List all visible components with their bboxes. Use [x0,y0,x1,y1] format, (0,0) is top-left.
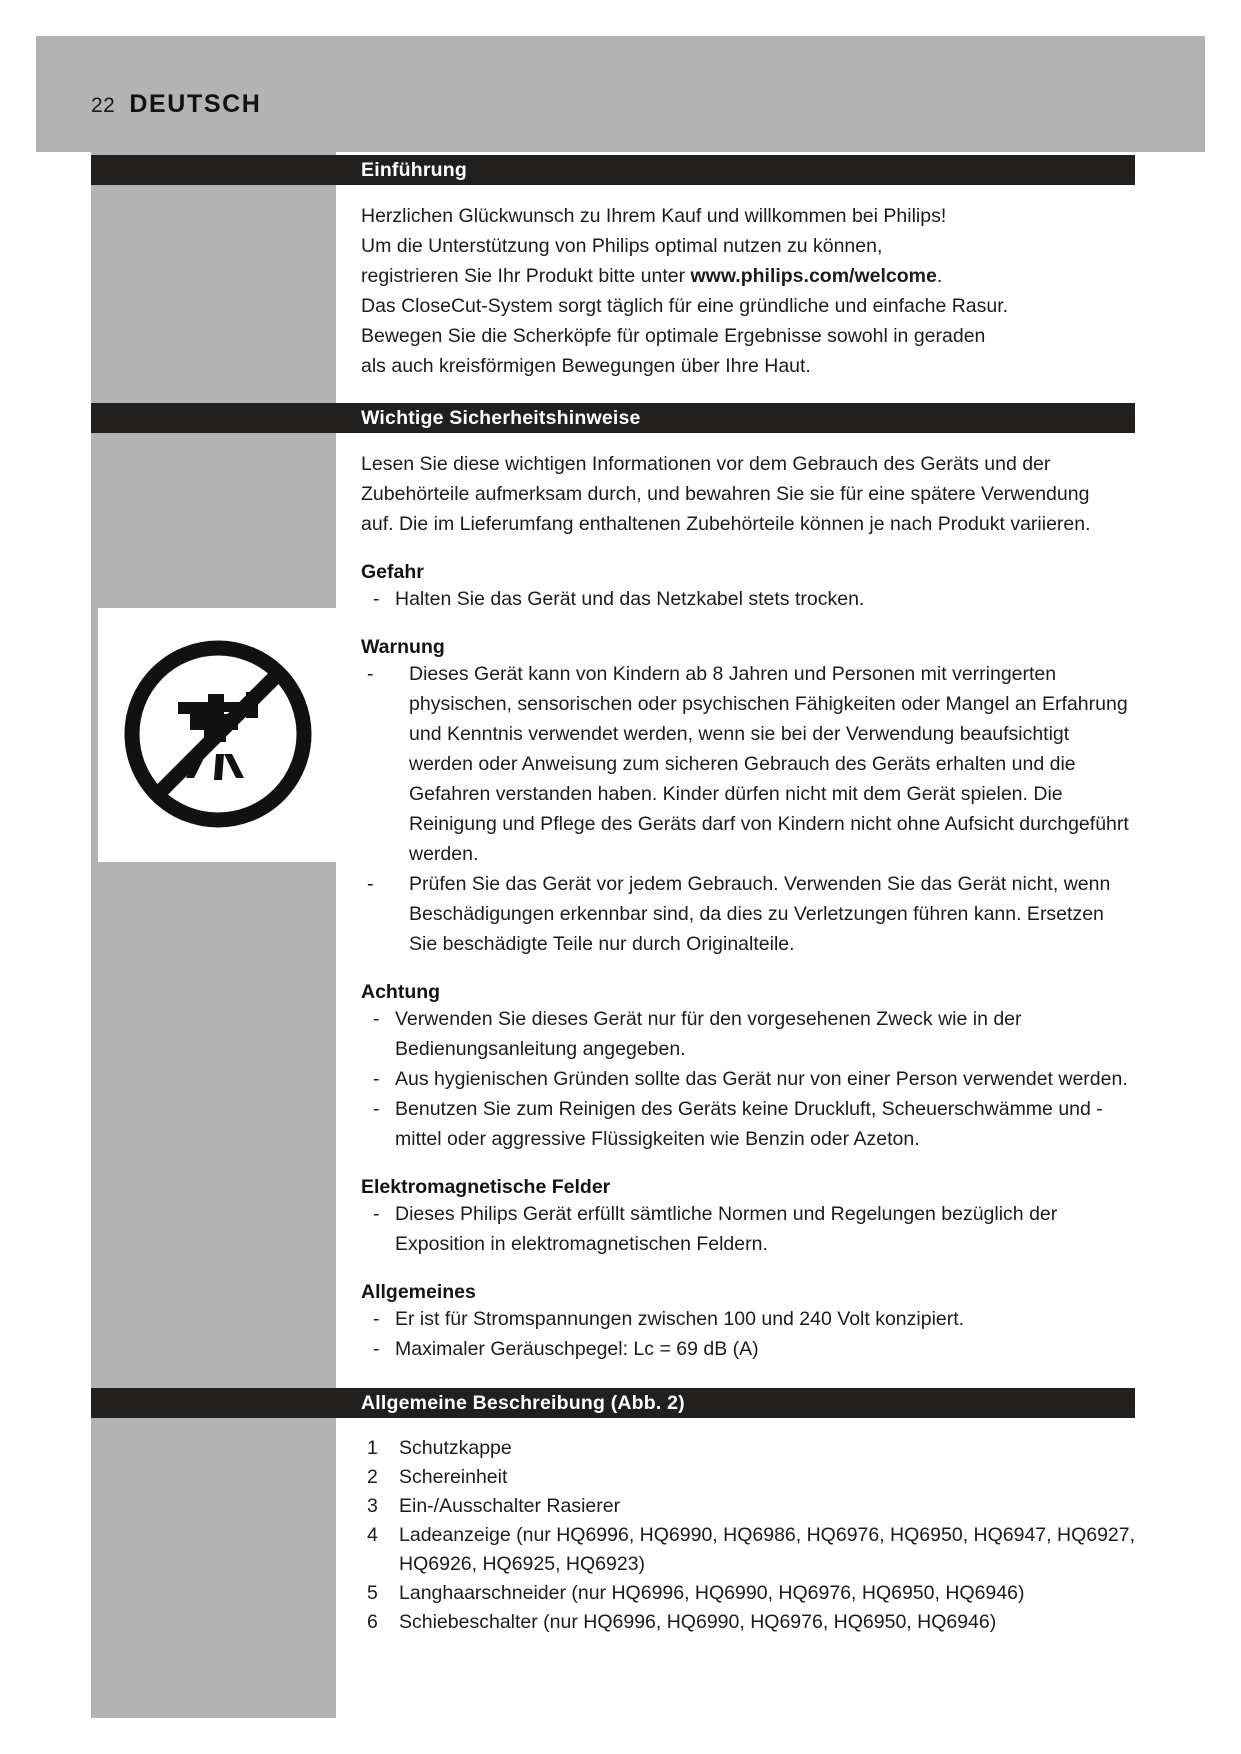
list-item-text: Dieses Philips Gerät erfüllt sämtliche Normen und Regelungen bezüglich der Exposition in elektromagnetischen Feldern. [395,1203,1058,1255]
list-item [361,584,1131,614]
subhead-gefahr: Gefahr [361,561,424,583]
subhead-warnung: Warnung [361,636,445,658]
list-item-text: Schutzkappe [399,1437,512,1459]
dash-marker: - [373,1203,380,1225]
item-number: 6 [367,1611,378,1633]
list-allgemeines [361,1304,1131,1364]
list-item-text: Ein-/Ausschalter Rasierer [399,1495,621,1517]
intro-line-3: registrieren Sie Ihr Produkt bitte unter www.philips.com/welcome. [361,265,943,287]
subhead-achtung: Achtung [361,981,441,1003]
list-item [361,1094,1131,1154]
list-item-text: Maximaler Geräuschpegel: Lc = 69 dB (A) [395,1338,759,1360]
dash-marker: - [367,663,374,685]
list-item-text: Schiebeschalter (nur HQ6996, HQ6990, HQ6976, HQ6950, HQ6946) [399,1611,997,1633]
list-gefahr [361,584,1131,614]
dash-marker: - [373,588,380,610]
list-elektromagnetische-felder [361,1199,1131,1259]
page-header [91,90,261,119]
page-content [91,155,1135,1637]
section-title: Einführung [361,158,467,181]
dash-marker: - [373,1338,380,1360]
list-item-text: Aus hygienischen Gründen sollte das Gerät nur von einer Person verwendet werden. [395,1068,1128,1090]
subhead-allgemeines: Allgemeines [361,1281,476,1303]
list-item-text: Dieses Gerät kann von Kindern ab 8 Jahren und Personen mit verringerten physischen, sensorischen oder psychischen Fähigkeiten oder Mangel an Erfahrung und Kenntnis verwendet werden, wenn sie bei der Verwendung beaufsichtigt werden oder Anweisung zum sicheren Gebrauch des Geräts erhalten und die Gefahren verstanden haben. Kinder dürfen nicht mit dem Gerät spielen. Die Reinigung und Pflege des Geräts darf von Kindern nicht ohne Aufsicht durchgeführt werden. [409,663,1129,865]
no-water-symbol-icon [120,636,316,832]
list-item-text: Ladeanzeige (nur HQ6996, HQ6990, HQ6986, HQ6976, HQ6950, HQ6947, HQ6927, HQ6926, HQ6925, HQ6923) [399,1524,1136,1575]
page-title: DEUTSCH [129,90,262,118]
dash-marker: - [373,1308,380,1330]
section-title: Allgemeine Beschreibung (Abb. 2) [361,1391,685,1414]
list-item [361,1521,1141,1579]
list-item [361,1334,1131,1364]
intro-line-3-text: registrieren Sie Ihr Produkt bitte unter [361,265,691,287]
intro-paragraph [361,185,1121,381]
list-item-text: Prüfen Sie das Gerät vor jedem Gebrauch. Verwenden Sie das Gerät nicht, wenn Beschädigungen erkennbar sind, da dies zu Verletzungen führen kann. Ersetzen Sie beschädigte Teile nur durch Originalteile. [409,873,1111,955]
dash-marker: - [373,1098,380,1120]
list-item [361,1608,1141,1637]
intro-line-6: als auch kreisförmigen Bewegungen über Ihre Haut. [361,355,811,377]
item-number: 1 [367,1437,378,1459]
item-number: 5 [367,1582,378,1604]
list-item [361,1579,1141,1608]
list-item-text: Halten Sie das Gerät und das Netzkabel stets trocken. [395,588,865,610]
no-water-pictogram [98,608,338,862]
page-number: 22 [91,94,116,117]
item-number: 4 [367,1524,378,1546]
intro-line-5: Bewegen Sie die Scherköpfe für optimale Ergebnisse sowohl in geraden [361,325,986,347]
list-item-text: Benutzen Sie zum Reinigen des Geräts keine Druckluft, Scheuerschwämme und -mittel oder aggressive Flüssigkeiten wie Benzin oder Azeton. [395,1098,1103,1150]
list-item-text: Schereinheit [399,1466,508,1488]
subhead-elektromagnetische-felder: Elektromagnetische Felder [361,1176,611,1198]
dash-marker: - [373,1008,380,1030]
section-header-allgemeine-beschreibung [91,1388,1135,1418]
list-item-text: Langhaarschneider (nur HQ6996, HQ6990, HQ6976, HQ6950, HQ6946) [399,1582,1025,1604]
intro-line-4: Das CloseCut-System sorgt täglich für eine gründliche und einfache Rasur. [361,295,1009,317]
parts-list [361,1418,1141,1637]
section-header-einfuehrung [91,155,1135,185]
item-number: 2 [367,1466,378,1488]
intro-line-1: Herzlichen Glückwunsch zu Ihrem Kauf und willkommen bei Philips! [361,205,947,227]
list-item [361,1434,1141,1463]
safety-intro-paragraph: Lesen Sie diese wichtigen Informationen vor dem Gebrauch des Geräts und der Zubehörteile aufmerksam durch, und bewahren Sie sie für eine spätere Verwendung auf. Die im Lieferumfang enthaltenen Zubehörteile können je nach Produkt variieren. [361,453,1091,535]
dash-marker: - [373,1068,380,1090]
list-item-text: Er ist für Stromspannungen zwischen 100 und 240 Volt konzipiert. [395,1308,965,1330]
section-title: Wichtige Sicherheitshinweise [361,406,641,429]
list-item [361,1004,1131,1064]
list-item [361,1304,1131,1334]
list-item [361,659,1131,869]
list-item [361,1492,1141,1521]
list-item [361,1463,1141,1492]
list-warnung [361,659,1131,959]
intro-line-2: Um die Unterstützung von Philips optimal nutzen zu können, [361,235,883,257]
list-item [361,869,1131,959]
callout-tip [337,608,365,636]
list-item [361,1064,1131,1094]
item-number: 3 [367,1495,378,1517]
left-white-gutter [36,152,91,1718]
list-item [361,1199,1131,1259]
list-item-text: Verwenden Sie dieses Gerät nur für den vorgesehenen Zweck wie in der Bedienungsanleitung angegeben. [395,1008,1022,1060]
list-achtung [361,1004,1131,1154]
welcome-url: www.philips.com/welcome [690,265,937,287]
dash-marker: - [367,873,374,895]
section-header-sicherheitshinweise [91,403,1135,433]
